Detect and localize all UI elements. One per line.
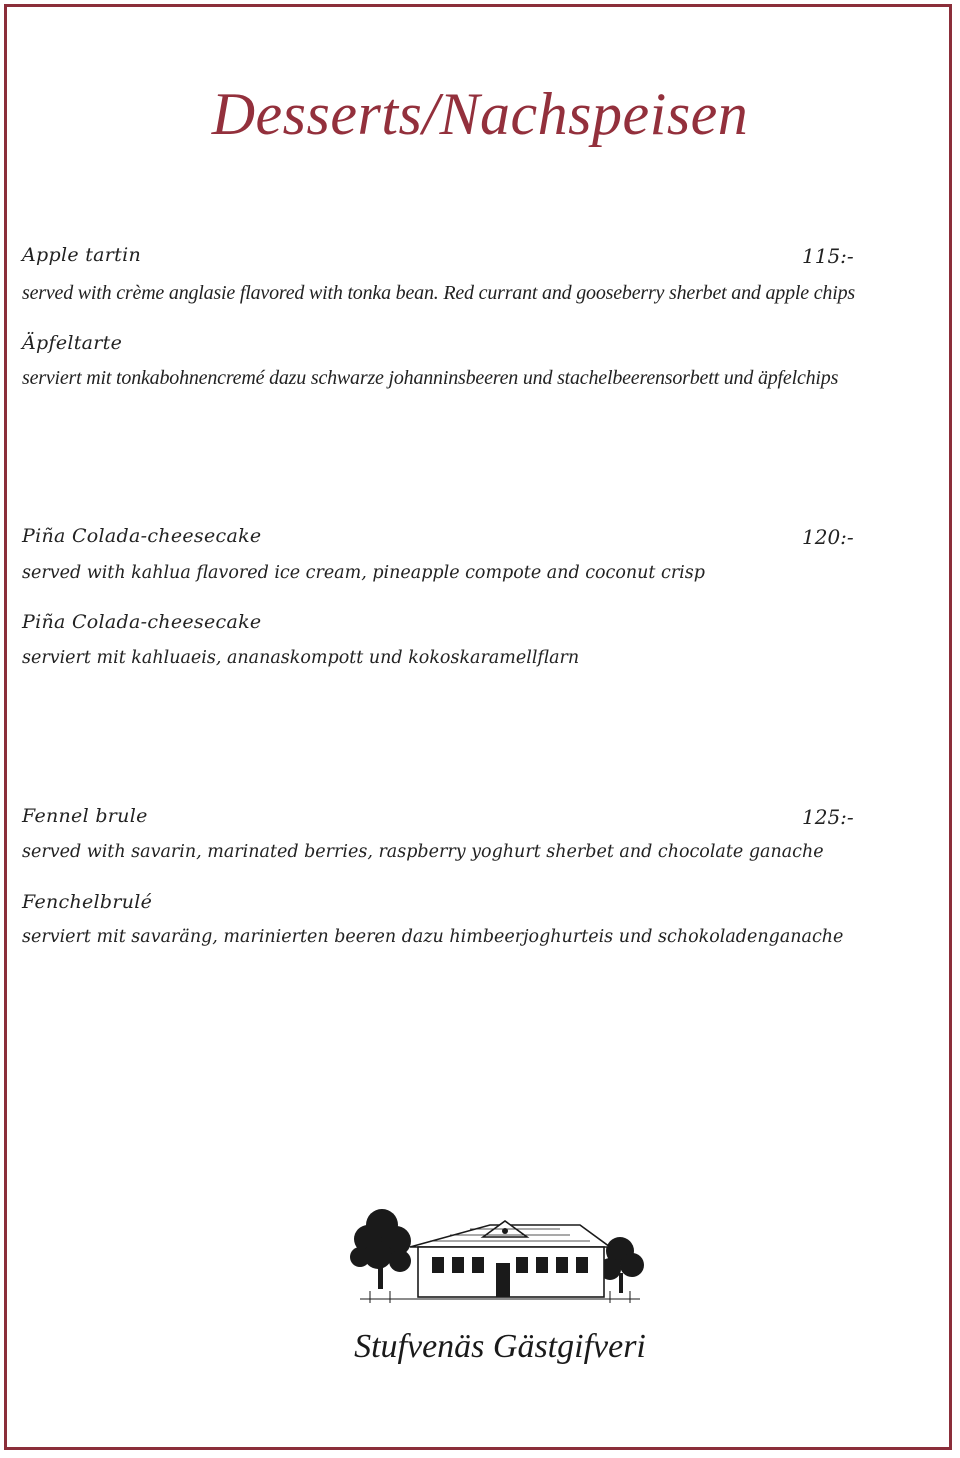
dish-name-de: Äpfeltarte — [22, 332, 123, 354]
dish-name-de: Fenchelbrulé — [22, 891, 153, 913]
dish-description-en: served with crème anglasie flavored with tonka bean. Red currant and gooseberry sherbet and apple chips — [22, 282, 855, 304]
dish-description-de: serviert mit tonkabohnencremé dazu schwarze johanninsbeeren und stachelbeerensorbett und äpfelchips — [22, 367, 839, 389]
dish-description-en: served with kahlua flavored ice cream, pineapple compote and coconut crisp — [22, 563, 705, 583]
dish-name-en: Piña Colada-cheesecake — [22, 525, 262, 547]
dish-description-de: serviert mit savaräng, marinierten beeren dazu himbeerjoghurteis und schokoladenganache — [22, 927, 844, 947]
logo-text: Stufvenäs Gästgifveri — [354, 1328, 646, 1365]
page-title: Desserts/Nachspeisen — [211, 81, 749, 147]
dish-description-de: serviert mit kahluaeis, ananaskompott und kokoskaramellflarn — [22, 648, 580, 668]
dish-description-en: served with savarin, marinated berries, raspberry yoghurt sherbet and chocolate ganache — [22, 842, 824, 862]
farmhouse-illustration-icon — [340, 1195, 660, 1395]
dish-name-en: Apple tartin — [22, 244, 142, 266]
dish-name-de: Piña Colada-cheesecake — [22, 611, 262, 633]
dish-price: 115:- — [802, 244, 854, 268]
dish-price: 125:- — [802, 805, 854, 829]
dish-name-en: Fennel brule — [22, 805, 148, 827]
dish-price: 120:- — [802, 525, 854, 549]
